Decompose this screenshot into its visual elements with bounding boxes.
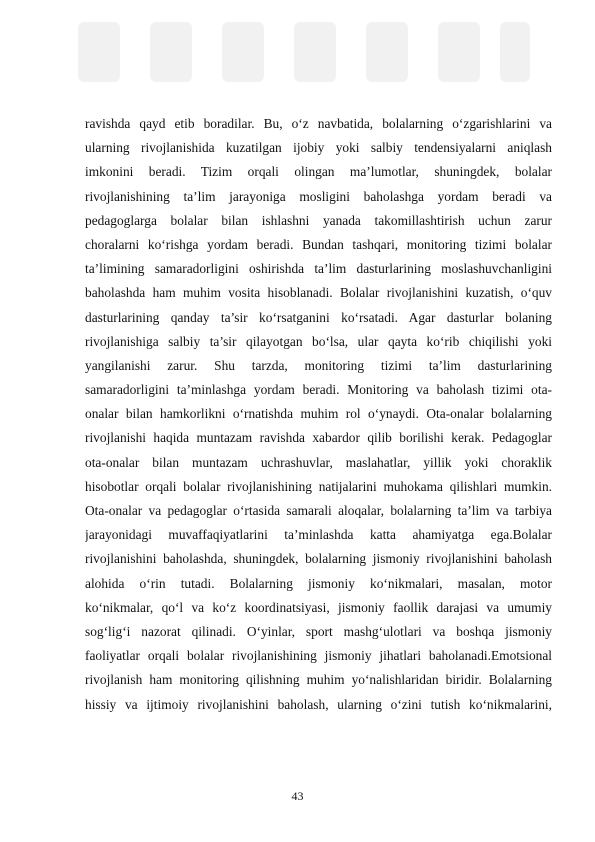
text-line: hisobotlar orqali bolalar rivojlanishining natijalarini muhokama qilishlari mumkin.	[85, 478, 552, 494]
text-line: jarayonidagi muvaffaqiyatlarini ta’minlashda katta ahamiyatga ega.Bolalar	[85, 527, 552, 543]
text-line: rivojlanish ham monitoring qilishning muhim yo‘nalishlaridan biridir. Bolalarning	[85, 672, 552, 688]
text-line: dasturlarining qanday ta’sir ko‘rsatganini ko‘rsatadi. Agar dasturlar bolaning	[85, 309, 552, 325]
text-line: ularning rivojlanishida kuzatilgan ijobiy yoki salbiy tendensiyalarni aniqlash	[85, 140, 552, 156]
text-line: ota-onalar bilan muntazam uchrashuvlar, maslahatlar, yillik yoki choraklik	[85, 454, 552, 470]
text-line: faoliyatlar orqali bolalar rivojlanishining jismoniy jihatlari baholanadi.Emotsional	[85, 648, 552, 664]
text-line: choralarni ko‘rishga yordam beradi. Bundan tashqari, monitoring tizimi bolalar	[85, 236, 552, 252]
text-line: pedagoglarga bolalar bilan ishlashni yanada takomillashtirish uchun zarur	[85, 212, 552, 228]
text-line: sog‘lig‘i nazorat qilinadi. O‘yinlar, sport mashg‘ulotlari va boshqa jismoniy	[85, 623, 552, 639]
text-line: rivojlanishini baholashda, shuningdek, bolalarning jismoniy rivojlanishini baholash	[85, 551, 552, 567]
text-line: rivojlanishining ta’lim jarayoniga mosligini baholashga yordam beradi va	[85, 188, 552, 204]
text-line: baholashda ham muhim vosita hisoblanadi. Bolalar rivojlanishini kuzatish, o‘quv	[85, 285, 552, 301]
body-paragraph	[85, 112, 552, 717]
text-line: Ota-onalar va pedagoglar o‘rtasida samarali aloqalar, bolalarning ta’lim va tarbiya	[85, 503, 552, 518]
text-line: imkonini beradi. Tizim orqali olingan ma’lumotlar, shuningdek, bolalar	[85, 164, 552, 180]
text-line: onalar bilan hamkorlikni o‘rnatishda muhim rol o‘ynaydi. Ota-onalar bolalarning	[85, 406, 552, 422]
text-line: ko‘nikmalar, qo‘l va ko‘z koordinatsiyasi, jismoniy faollik darajasi va umumiy	[85, 599, 552, 615]
text-line: rivojlanishi haqida muntazam ravishda xabardor qilib borilishi kerak. Pedagoglar	[85, 430, 552, 446]
text-line: ravishda qayd etib boradilar. Bu, o‘z navbatida, bolalarning o‘zgarishlarini va	[85, 116, 552, 131]
text-line: rivojlanishiga salbiy ta’sir qilayotgan bo‘lsa, ular qayta ko‘rib chiqilishi yoki	[85, 333, 552, 349]
text-line: yangilanishi zarur. Shu tarzda, monitoring tizimi ta’lim dasturlarining	[85, 357, 552, 373]
watermark-logo	[0, 0, 595, 100]
text-line: samaradorligini ta’minlashga yordam beradi. Monitoring va baholash tizimi ota-	[85, 382, 552, 398]
text-line: hissiy va ijtimoiy rivojlanishini baholash, ularning o‘zini tutish ko‘nikmalarini,	[85, 696, 552, 712]
page-number: 43	[291, 789, 304, 803]
text-line: ta’limining samaradorligini oshirishda ta’lim dasturlarining moslashuvchanligini	[85, 261, 552, 277]
text-line: alohida o‘rin tutadi. Bolalarning jismoniy ko‘nikmalari, masalan, motor	[85, 575, 552, 591]
